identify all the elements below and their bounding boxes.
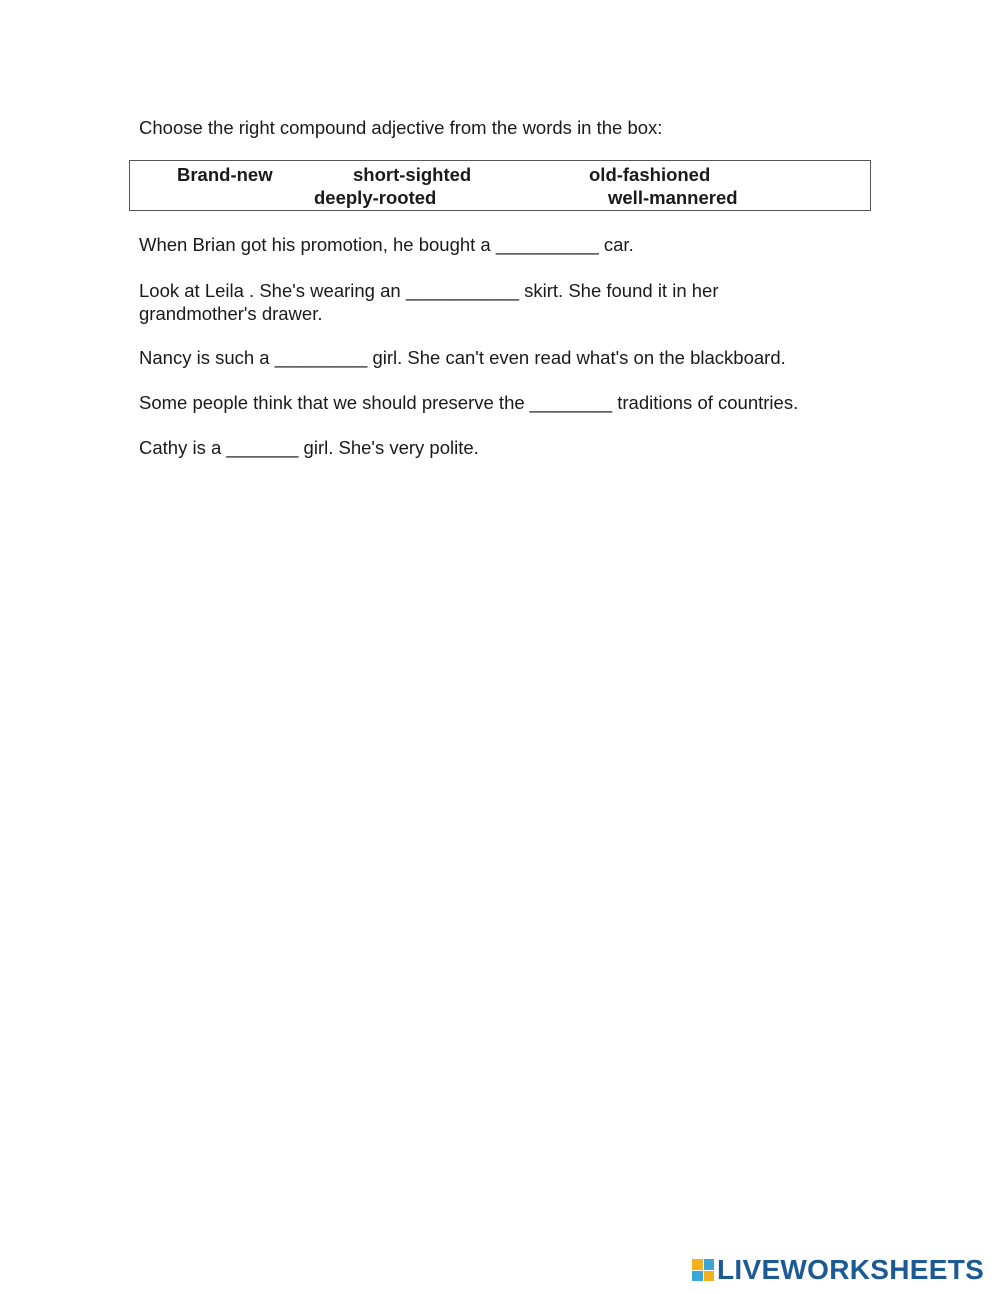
word-box [129,160,871,211]
word-option: short-sighted [353,164,472,185]
word-option: well-mannered [608,187,738,208]
word-option: old-fashioned [589,164,711,185]
liveworksheets-logo-icon [692,1259,714,1281]
logo-text: LIVEWORKSHEETS [717,1254,985,1285]
liveworksheets-logo [692,1255,984,1285]
word-option: Brand-new [177,164,273,185]
exercise-sentence-4: Some people think that we should preserve the ________ traditions of countries. [139,392,799,413]
word-option: deeply-rooted [314,187,437,208]
exercise-sentence-3: Nancy is such a _________ girl. She can't even read what's on the blackboard. [139,347,786,368]
exercise-sentence-5: Cathy is a _______ girl. She's very polite. [139,437,479,458]
exercise-sentence-1: When Brian got his promotion, he bought a __________ car. [139,234,634,255]
instruction-text: Choose the right compound adjective from the words in the box: [139,117,663,138]
exercise-sentence-2: Look at Leila . She's wearing an ___________ skirt. She found it in her grandmother's drawer. [139,280,719,324]
